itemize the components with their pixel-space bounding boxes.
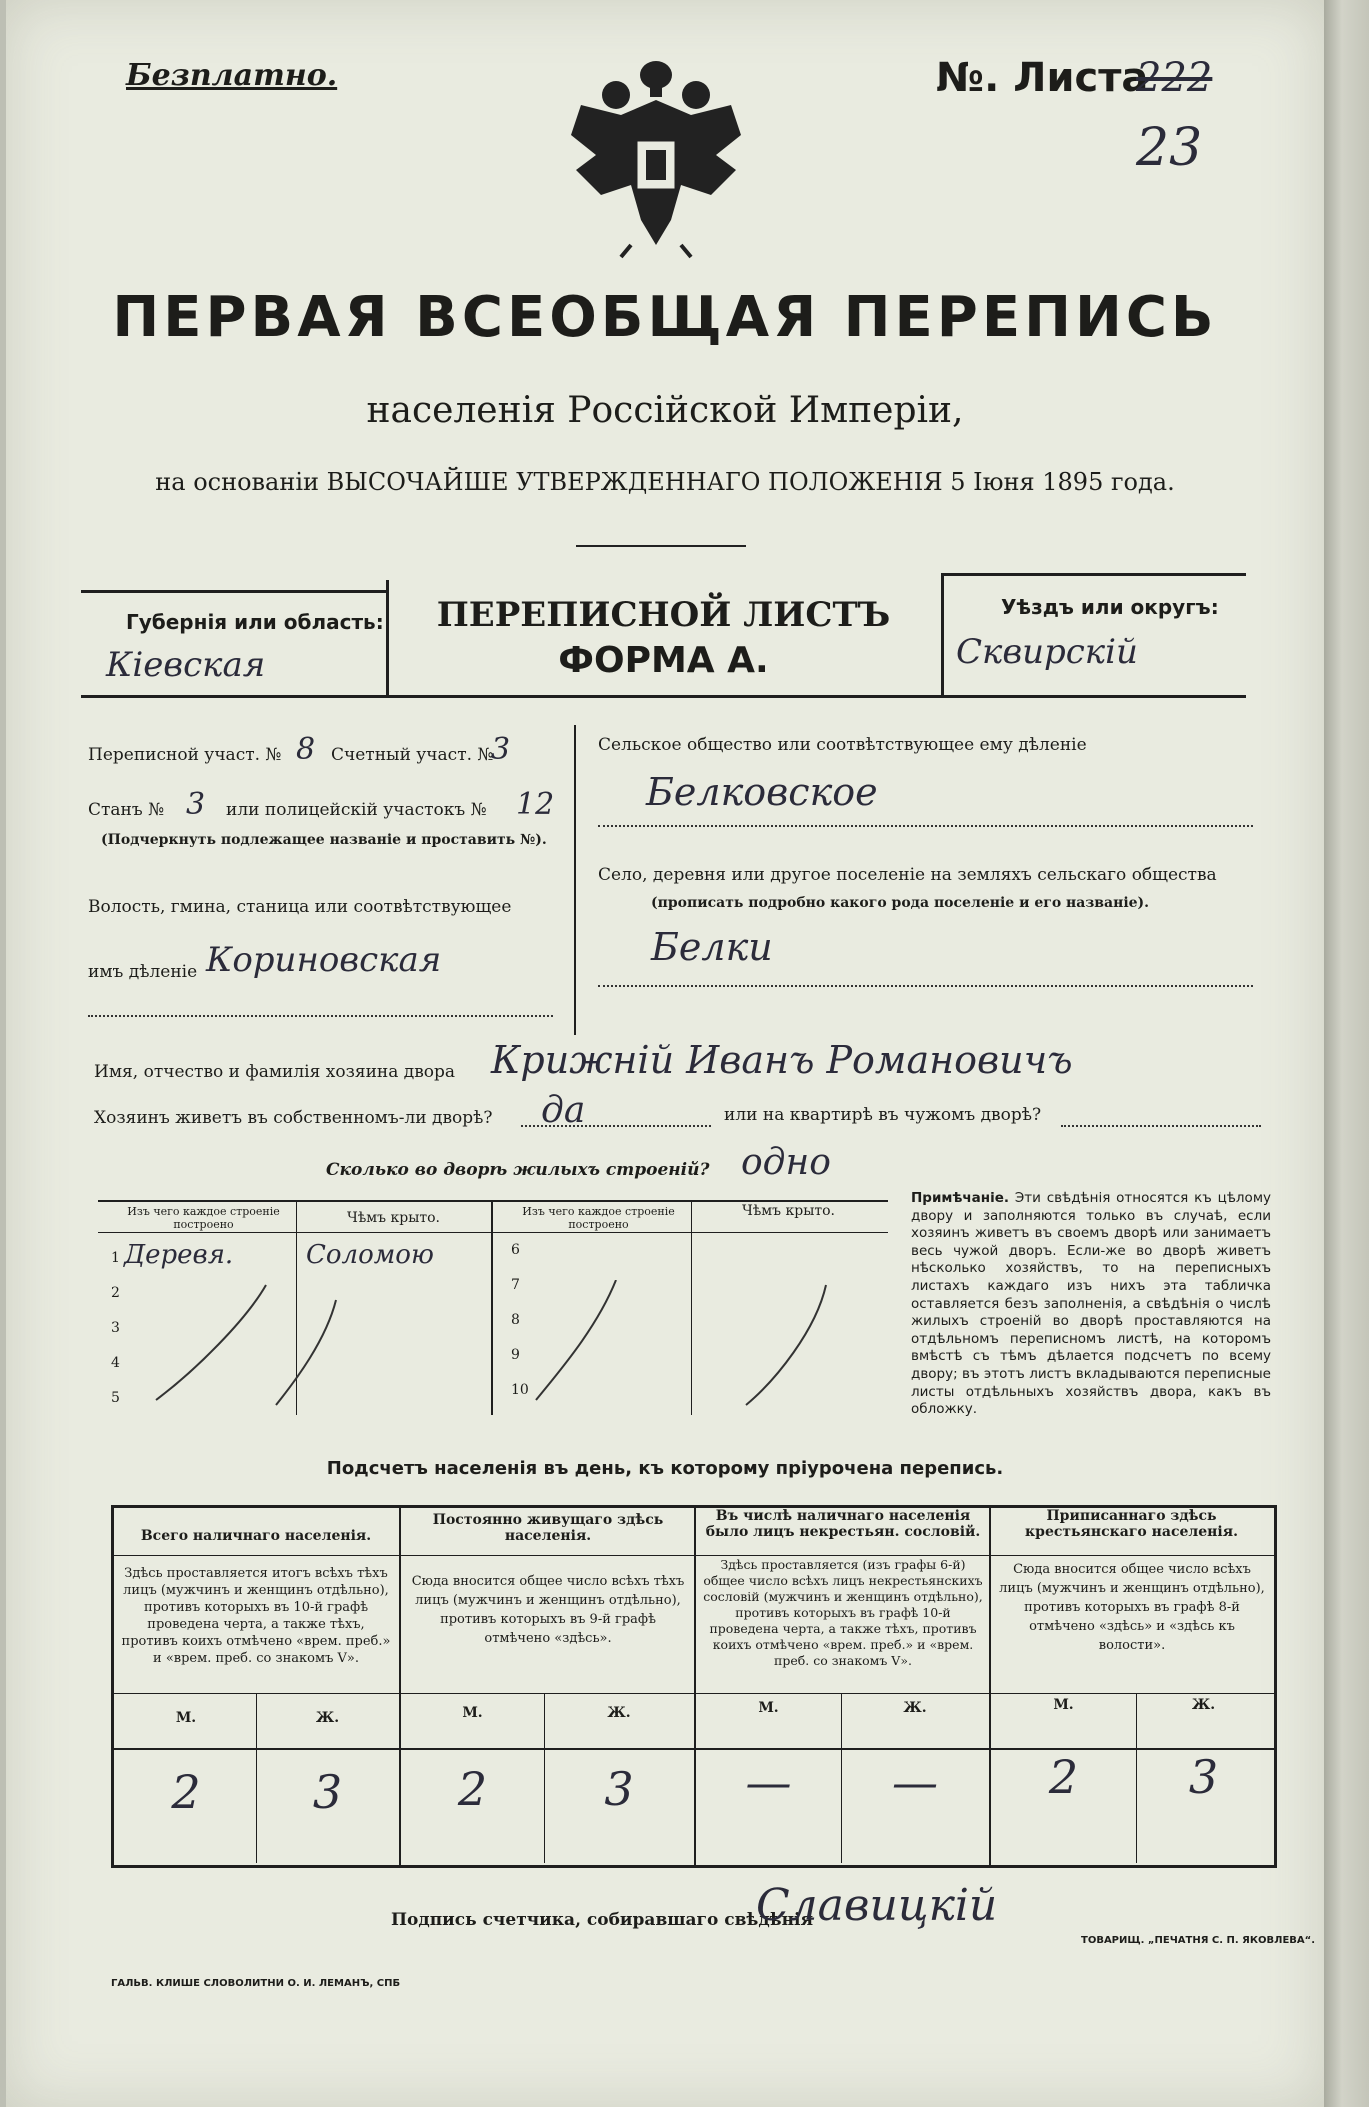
- col3-desc: Здѣсь проставляется (изъ графы 6-й) общее число всѣхъ лицъ некрестьянскихъ сословій (мужчинъ и женщинъ отдѣльно), противъ которыхъ въ графѣ 10-й проведена черта, а также тѣхъ, противъ коихъ отмѣчено «врем. преб.» и «врем. преб. со знакомъ V».: [703, 1557, 983, 1668]
- col3-zh-label: Ж.: [903, 1700, 927, 1716]
- gubernia-label: Губернія или область:: [126, 610, 384, 634]
- sheet-label: №. Листа: [936, 55, 1149, 101]
- col3-m-label: М.: [758, 1700, 779, 1716]
- col2-m-label: М.: [462, 1705, 483, 1721]
- col1-zh-value: 3: [312, 1765, 343, 1819]
- uezd-label: Уѣздъ или округъ:: [1001, 595, 1219, 619]
- free-label: Безплатно.: [126, 58, 338, 93]
- col4-desc: Сюда вносится общее число всѣхъ лицъ (мужчинъ и женщинъ отдѣльно), противъ которыхъ въ графѣ 8-й отмѣчено «здѣсь» и «здѣсь къ волости».: [999, 1562, 1265, 1653]
- owner-rent-label: или на квартирѣ въ чужомъ дворѣ?: [724, 1105, 1042, 1125]
- basis-line: на основаніи ВЫСОЧАЙШЕ УТВЕРЖДЕННАГО ПОЛОЖЕНІЯ 5 Іюня 1895 года.: [155, 468, 1175, 496]
- gubernia-value: Кіевская: [106, 645, 266, 685]
- row1-material: Деревя.: [124, 1240, 234, 1270]
- printer-right: ТОВАРИЩ. „ПЕЧАТНЯ С. П. ЯКОВЛЕВА“.: [1081, 1935, 1316, 1946]
- main-title: ПЕРВАЯ ВСЕОБЩАЯ ПЕРЕПИСЬ: [112, 285, 1218, 350]
- police-label: или полицейскій участокъ №: [226, 800, 487, 820]
- schet-value: 3: [491, 732, 511, 767]
- count-heading: Подсчетъ населенія въ день, къ которому пріурочена перепись.: [326, 1458, 1004, 1479]
- col4-zh-value: 3: [1188, 1750, 1219, 1804]
- underline-note: (Подчеркнуть подлежащее названіе и проставить №).: [101, 832, 547, 848]
- stan-label: Станъ №: [88, 800, 165, 820]
- form-subtitle: ФОРМА А.: [558, 640, 769, 681]
- col3-zh-value: —: [892, 1755, 938, 1809]
- note-title: Примѣчаніе.: [911, 1190, 1010, 1206]
- col-roof-right: Чѣмъ крыто.: [742, 1203, 835, 1219]
- volost-label-2: имъ дѣленіе: [88, 962, 198, 982]
- strike-marks: [136, 1280, 856, 1410]
- col2-m-value: 2: [457, 1762, 488, 1816]
- society-label: Сельское общество или соотвѣтствующее ему дѣленіе: [598, 735, 1087, 755]
- society-value: Белковское: [646, 770, 878, 814]
- buildings-value: одно: [741, 1142, 831, 1183]
- note-text: Эти свѣдѣнія относятся къ цѣлому двору и заполняются только въ случаѣ, если хозяинъ живетъ въ своемъ дворѣ или занимаетъ весь чужой дворъ. Если-же во дворѣ живетъ нѣсколько хозяйствъ, то на переписныхъ листахъ каждаго изъ нихъ эта табличка оставляется безъ заполненія, а свѣдѣнія о числѣ жилыхъ строеній во дворѣ проставляются на отдѣльномъ переписномъ листѣ, на которомъ вмѣстѣ съ тѣмъ дѣлается подсчетъ по всему двору; въ этотъ листъ вкладываются переписные листы отдѣльныхъ хозяйствъ двора, какъ въ обложку.: [911, 1190, 1271, 1418]
- owner-lives-value: да: [541, 1090, 586, 1131]
- row-num: 1: [111, 1250, 120, 1266]
- stan-value: 3: [186, 787, 206, 822]
- sheet-number: 23: [1136, 118, 1203, 178]
- volost-value: Кориновская: [206, 940, 442, 980]
- eagle-emblem-icon: [561, 45, 751, 260]
- col3-m-value: —: [745, 1755, 792, 1809]
- col4-title: Приписаннаго здѣсь крестьянскаго населенія.: [1025, 1508, 1238, 1540]
- col-material-left: Изъ чего каждое строеніе построено: [127, 1205, 280, 1231]
- col-roof-left: Чѣмъ крыто.: [347, 1210, 440, 1226]
- row-num: 8: [511, 1312, 520, 1328]
- village-label: Село, деревня или другое поселеніе на земляхъ сельскаго общества: [598, 865, 1217, 885]
- row-num: 4: [111, 1355, 120, 1371]
- col4-m-value: 2: [1048, 1750, 1079, 1804]
- owner-name-label: Имя, отчество и фамилія хозяина двора: [94, 1062, 456, 1082]
- printer-left: ГАЛЬВ. КЛИШЕ СЛОВОЛИТНИ О. И. ЛЕМАНЪ, СПБ: [111, 1978, 401, 1989]
- uchast-value: 8: [296, 732, 316, 767]
- police-value: 12: [516, 787, 555, 822]
- owner-name-value: Крижній Иванъ Романовичъ: [491, 1038, 1073, 1082]
- uezd-value: Сквирскій: [956, 632, 1138, 672]
- col3-title: Въ числѣ наличнаго населенія было лицъ некрестьян. сословій.: [705, 1508, 981, 1540]
- col2-zh-value: 3: [604, 1762, 634, 1816]
- row-num: 7: [511, 1277, 520, 1293]
- row-num: 5: [111, 1390, 120, 1406]
- sign-value: Славицкій: [756, 1880, 998, 1931]
- col4-zh-label: Ж.: [1191, 1697, 1216, 1713]
- village-value: Белки: [651, 925, 773, 969]
- row-num: 10: [511, 1382, 529, 1398]
- row-num: 2: [111, 1285, 120, 1301]
- row-num: 6: [511, 1242, 520, 1258]
- row1-roof: Соломою: [306, 1240, 434, 1270]
- col1-m-value: 2: [171, 1765, 201, 1819]
- sheet-number-struck: 222: [1136, 55, 1213, 101]
- paper-edge: [1324, 0, 1369, 2107]
- schet-label: Счетный участ. №: [331, 745, 494, 765]
- buildings-label: Сколько во дворѣ жилыхъ строеній?: [326, 1160, 710, 1180]
- col4-m-label: М.: [1053, 1697, 1074, 1713]
- note-block: [911, 1190, 1271, 1419]
- col2-desc: Сюда вносится общее число всѣхъ тѣхъ лицъ (мужчинъ и женщинъ отдѣльно), противъ которыхъ въ 9-й графѣ отмѣчено «здѣсь».: [411, 1574, 685, 1646]
- volost-label: Волость, гмина, станица или соотвѣтствующее: [88, 897, 512, 917]
- sign-label: Подпись счетчика, собиравшаго свѣдѣнія: [391, 1910, 814, 1930]
- form-title: ПЕРЕПИСНОЙ ЛИСТЪ: [436, 595, 891, 635]
- col-material-right: Изъ чего каждое строеніе построено: [522, 1205, 675, 1231]
- village-note: (прописать подробно какого рода поселеніе и его названіе).: [651, 895, 1150, 911]
- col2-title: Постоянно живущаго здѣсь населенія.: [432, 1512, 664, 1544]
- ornament-divider: [576, 545, 746, 547]
- row-num: 9: [511, 1347, 520, 1363]
- col1-title: Всего наличнаго населенія.: [140, 1528, 372, 1544]
- uchast-label: Переписной участ. №: [88, 745, 282, 765]
- col1-m-label: М.: [175, 1710, 197, 1726]
- owner-lives-label: Хозяинъ живетъ въ собственномъ-ли дворѣ?: [94, 1108, 493, 1128]
- col2-zh-label: Ж.: [607, 1705, 631, 1721]
- col1-desc: Здѣсь проставляется итогъ всѣхъ тѣхъ лицъ (мужчинъ и женщинъ отдѣльно), противъ которыхъ въ 10-й графѣ проведена черта, а также тѣхъ, противъ коихъ отмѣчено «врем. преб.» и «врем. преб. со знакомъ V».: [121, 1566, 391, 1666]
- sub-title: населенія Россійской Имперіи,: [366, 390, 964, 431]
- col1-zh-label: Ж.: [315, 1710, 340, 1726]
- census-sheet: [6, 0, 1324, 2107]
- row-num: 3: [111, 1320, 120, 1336]
